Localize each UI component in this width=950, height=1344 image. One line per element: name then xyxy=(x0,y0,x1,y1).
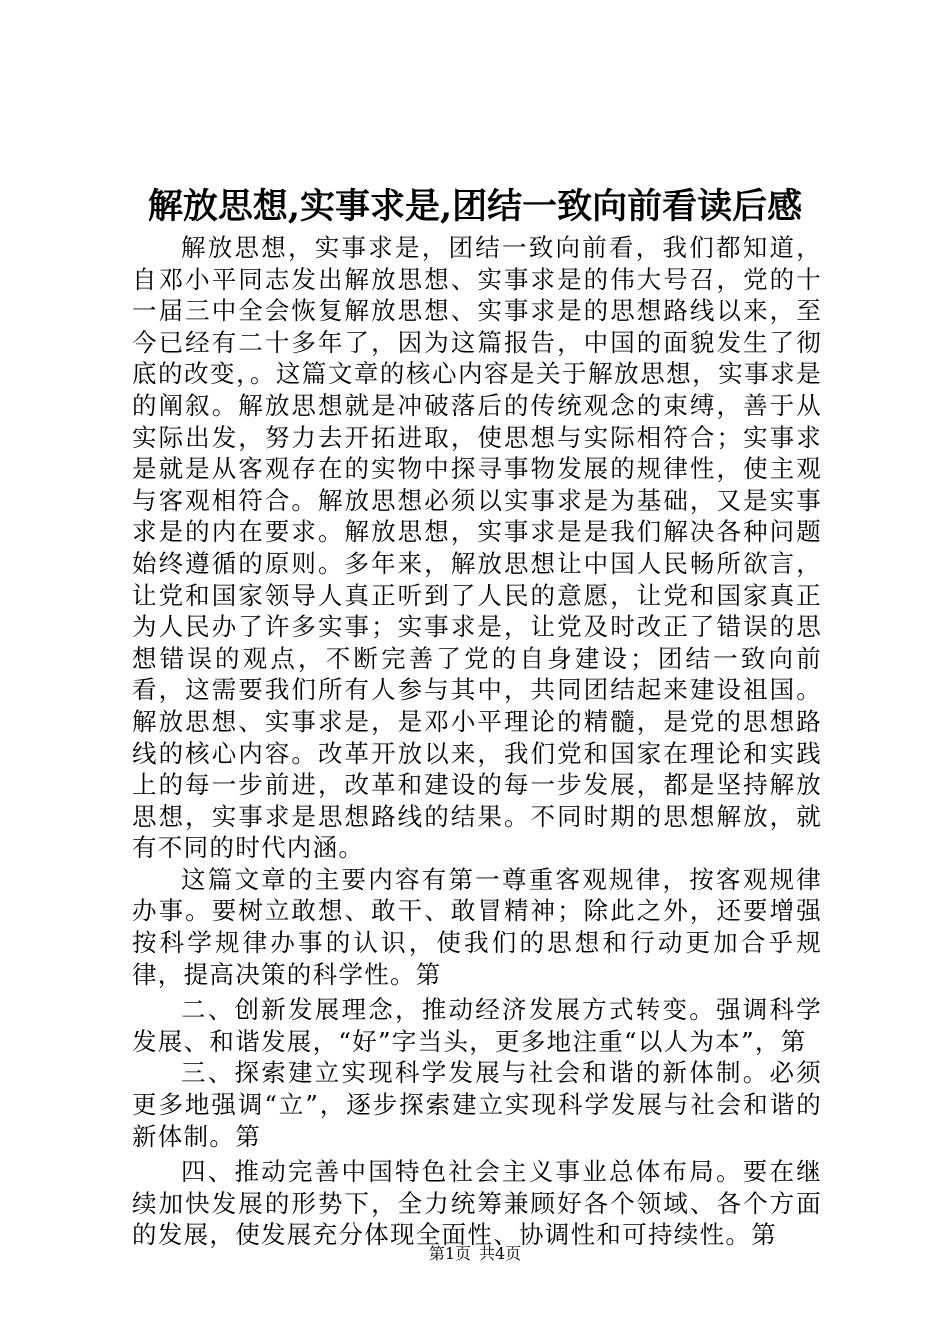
document-body xyxy=(132,232,822,1251)
paragraph: 三、探索建立实现科学发展与社会和谐的新体制。必须更多地强调“立”，逐步探索建立实现科学发展与社会和谐的新体制。第 xyxy=(132,1058,822,1151)
page-number-current: 第1页 xyxy=(428,1244,471,1263)
paragraph: 二、创新发展理念，推动经济发展方式转变。强调科学发展、和谐发展，“好”字当头，更多地注重“以人为本”，第 xyxy=(132,995,822,1056)
paragraph: 四、推动完善中国特色社会主义事业总体布局。要在继续加快发展的形势下，全力统筹兼顾好各个领域、各个方面的发展，使发展充分体现全面性、协调性和可持续性。第 xyxy=(132,1157,822,1250)
document-title: 解放思想,实事求是,团结一致向前看读后感 xyxy=(147,186,803,227)
paragraph: 解放思想，实事求是，团结一致向前看，我们都知道，自邓小平同志发出解放思想、实事求是的伟大号召，党的十一届三中全会恢复解放思想、实事求是的思想路线以来，至今已经有二十多年了，因为这篇报告，中国的面貌发生了彻底的改变，。这篇文章的核心内容是关于解放思想，实事求是的阐叙。解放思想就是冲破落后的传统观念的束缚，善于从实际出发，努力去开拓进取，使思想与实际相符合；实事求是就是从客观存在的实物中探寻事物发展的规律性，使主观与客观相符合。解放思想必须以实事求是为基础，又是实事求是的内在要求。解放思想，实事求是是我们解决各种问题始终遵循的原则。多年来，解放思想让中国人民畅所欲言，让党和国家领导人真正听到了人民的意愿，让党和国家真正为人民办了许多实事；实事求是，让党及时改正了错误的思想错误的观点，不断完善了党的自身建设；团结一致向前看，这需要我们所有人参与其中，共同团结起来建设祖国。解放思想、实事求是，是邓小平理论的精髓，是党的思想路线的核心内容。改革开放以来，我们党和国家在理论和实践上的每一步前进，改革和建设的每一步发展，都是坚持解放思想，实事求是思想路线的结果。不同时期的思想解放，就有不同的时代内涵。 xyxy=(132,233,822,863)
page-number-total: 共4页 xyxy=(479,1244,522,1263)
paragraph: 这篇文章的主要内容有第一尊重客观规律，按客观规律办事。要树立敢想、敢干、敢冒精神；除此之外，还要增强按科学规律办事的认识，使我们的思想和行动更加合乎规律，提高决策的科学性。第 xyxy=(132,864,822,989)
page-footer xyxy=(0,1242,950,1266)
